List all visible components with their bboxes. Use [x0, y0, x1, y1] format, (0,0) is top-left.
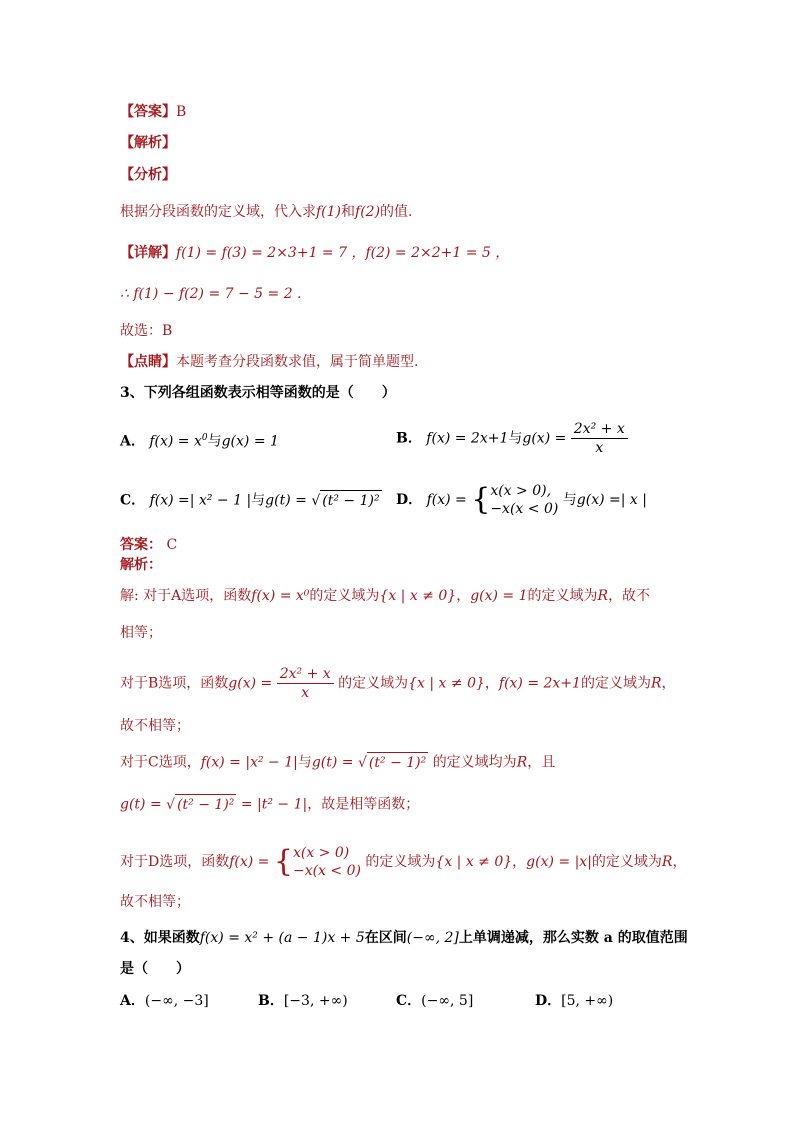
q4-option-a: A．(−∞, −3] [120, 993, 209, 1009]
q4-option-b: B．[−3, +∞) [258, 993, 348, 1009]
fenxi-text: 根据分段函数的定义域，代入求f(1)和f(2)的值. [120, 204, 413, 220]
q3-answer: 答案： C [120, 537, 178, 553]
q3-option-a: A． $f(x) = x^0$与g(x) = 1 [120, 433, 279, 450]
fenxi-tag: 【分析】 [120, 167, 176, 183]
detail-tag: 【详解】 [120, 245, 176, 261]
comment-line: 【点睛】本题考查分段函数求值，属于简单题型. [120, 354, 419, 370]
q3-analysis-label: 解析： [120, 557, 162, 573]
q4-option-c: C．(−∞, 5] [396, 993, 474, 1009]
answer-value: B [176, 104, 187, 120]
detail-line [120, 243, 509, 263]
analysis-tag-line [120, 133, 176, 153]
q3-analysis-a1: 解: 对于A选项，函数f(x) = x⁰的定义域为{x | x ≠ 0}，g(x) = 1的定义域为R，故不 [120, 588, 651, 604]
answer-tag: 【答案】 [120, 104, 176, 120]
q3-analysis-a3: 对于C选项，f(x) = |x² − 1|与g(t) = √ (t² − 1)² 的定义域均为R，且 [120, 752, 555, 773]
q4-option-d: D．[5, +∞) [535, 993, 614, 1009]
q4-stem-cont: 是（ ） [120, 961, 190, 977]
fenxi-tag-line [120, 165, 176, 185]
answer-line [120, 102, 186, 122]
q3-option-b: B． f(x) = 2x+1与g(x) = $\frac{\text{2x² + x}}{x}$ [396, 420, 628, 457]
comment-tag: 【点睛】 [120, 354, 176, 370]
analysis-tag: 【解析】 [120, 135, 176, 151]
q3-analysis-a1-cont: 相等； [120, 625, 162, 641]
q4-stem: 4、如果函数f(x) = x² + (a − 1)x + 5在区间(−∞, 2]上单调递减，那么实数 a 的取值范围 [120, 930, 688, 946]
q3-c-sqrt: √ (t² − 1)² [311, 490, 381, 511]
q3-analysis-a2: 对于B选项，函数g(x) = $\frac{\text{2x² + x}}{x}$ 的定义域为{x | x ≠ 0}，f(x) = 2x+1的定义域为R， [120, 666, 676, 701]
q3-option-c: C． f(x) =| x² − 1 |与g(t) = √ (t² − 1)² [120, 490, 382, 511]
chosen-line: 故选：B [120, 323, 173, 339]
therefore-line: ∴ f(1) − f(2) = 7 − 5 = 2 . [120, 286, 302, 302]
detail-math: f(1) = f(3) = 2×3+1 = 7 ，f(2) = 2×2+1 = 5 ， [176, 245, 510, 261]
q3-analysis-a3-cont: g(t) = √ (t² − 1)² = |t² − 1|，故是相等函数； [120, 794, 419, 815]
q3-analysis-a4: 对于D选项，函数f(x) = { x(x > 0) −x(x < 0) 的定义域为{x | x ≠ 0}，g(x) = |x|的定义域为R， [120, 844, 687, 879]
q3-analysis-a4-cont: 故不相等； [120, 894, 190, 910]
q3-b-fraction: $\frac{\text{2x² + x}}{x}$ [571, 420, 628, 457]
q3-option-d: D． f(x) = { x(x > 0), −x(x < 0) 与g(x) =| x | [396, 482, 647, 517]
q3-analysis-a2-cont: 故不相等； [120, 718, 190, 734]
q3-stem: 3、下列各组函数表示相等函数的是（ ） [120, 385, 396, 401]
